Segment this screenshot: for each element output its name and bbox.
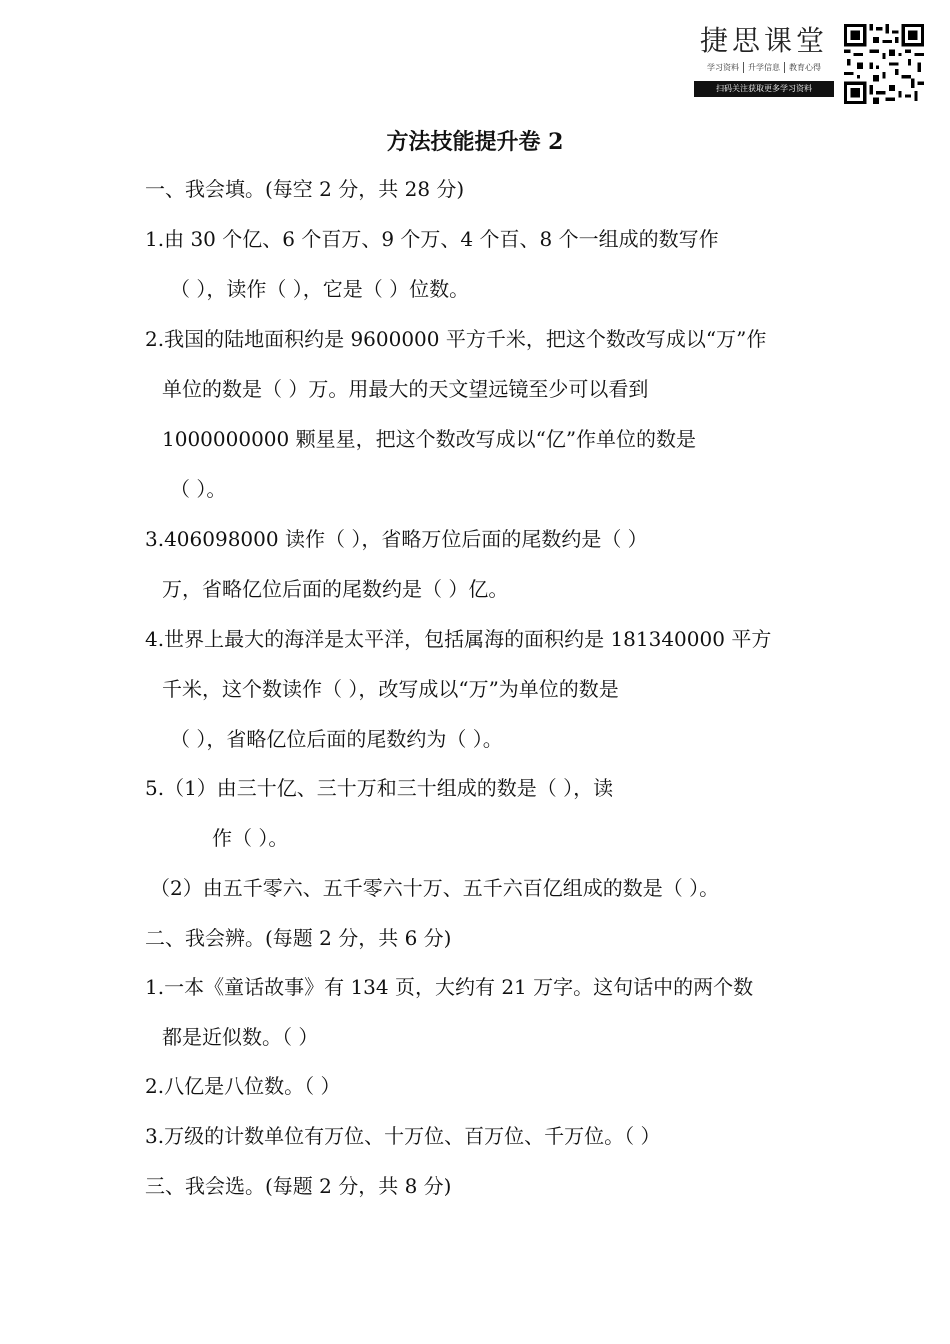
question-line: （ ），读作（ ），它是（ ）位数。: [170, 277, 470, 301]
question-line: 千米，这个数读作（ ），改写成以“万”为单位的数是: [162, 677, 619, 701]
question-line: 万，省略亿位后面的尾数约是（ ）亿。: [162, 577, 509, 601]
question-line: 都是近似数。（ ）: [162, 1025, 319, 1049]
brand-tag: 学习资料: [707, 63, 739, 72]
question-line: 作（ ）。: [212, 826, 289, 850]
question-line: （ ）。: [170, 477, 227, 501]
brand-tag: 教育心得: [784, 62, 825, 73]
brand-tag: 升学信息: [743, 62, 784, 73]
section-heading: 三、我会选。(每题 2 分，共 8 分): [145, 1174, 452, 1198]
section-heading: 二、我会辨。(每题 2 分，共 6 分): [145, 926, 452, 950]
question-line: 1.由 30 个亿、6 个百万、9 个万、4 个百、8 个一组成的数写作: [145, 227, 719, 251]
brand-name: 捷思课堂: [699, 24, 828, 57]
question-line: 单位的数是（ ）万。用最大的天文望远镜至少可以看到: [162, 377, 649, 401]
question-line: 5.（1）由三十亿、三十万和三十组成的数是（ ），读: [145, 776, 614, 800]
question-line: 2.我国的陆地面积约是 9600000 平方千米，把这个数改写成以“万”作: [145, 327, 767, 351]
question-line: 4.世界上最大的海洋是太平洋，包括属海的面积约是 181340000 平方: [145, 627, 772, 651]
question-line: 3.万级的计数单位有万位、十万位、百万位、千万位。（ ）: [145, 1124, 661, 1148]
question-line: （ ），省略亿位后面的尾数约为（ ）。: [170, 727, 503, 751]
question-line: 2.八亿是八位数。（ ）: [145, 1074, 341, 1098]
brand-slogan: 扫码关注获取更多学习资料: [694, 81, 834, 97]
brand-logo: [694, 24, 834, 97]
page-title: 方法技能提升卷 2: [386, 129, 564, 155]
question-line: （2）由五千零六、五千零六十万、五千六百亿组成的数是（ ）。: [150, 876, 720, 900]
qr-code-icon: [844, 24, 924, 104]
brand-tags: [694, 62, 834, 73]
section-heading: 一、我会填。(每空 2 分，共 28 分): [145, 177, 465, 201]
question-line: 1.一本《童话故事》有 134 页，大约有 21 万字。这句话中的两个数: [145, 975, 754, 999]
question-line: 1000000000 颗星星，把这个数改写成以“亿”作单位的数是: [162, 427, 697, 451]
question-line: 3.406098000 读作（ ），省略万位后面的尾数约是（ ）: [145, 527, 648, 551]
